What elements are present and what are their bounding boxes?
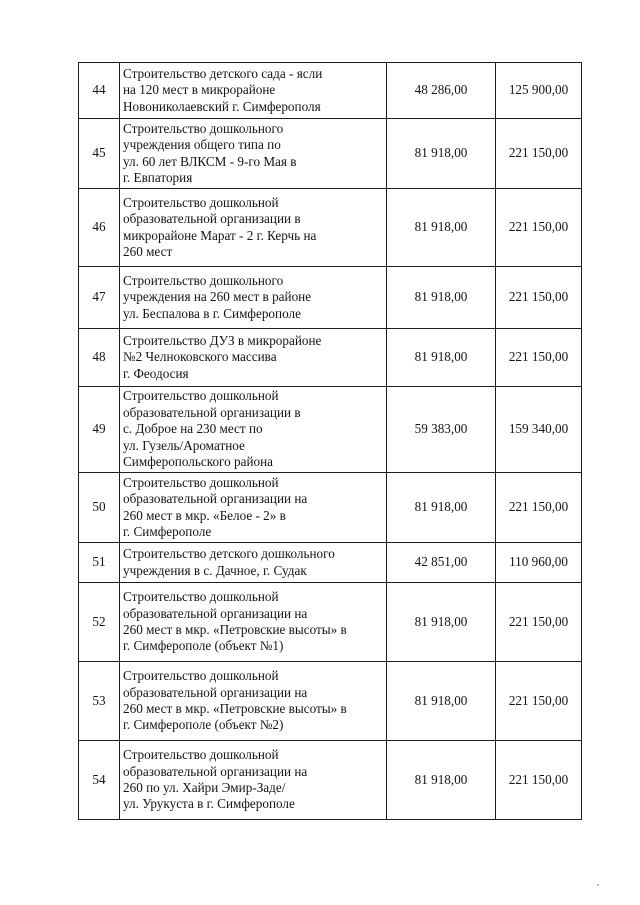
row-value-2: 221 150,00 [496, 119, 582, 189]
row-description: Строительство дошкольной образовательной организации на 260 мест в мкр. «Белое - 2» в г. Симферополе [120, 473, 387, 543]
row-number: 44 [79, 63, 120, 119]
row-value-1: 81 918,00 [387, 583, 496, 662]
row-number: 53 [79, 662, 120, 741]
row-value-2: 221 150,00 [496, 583, 582, 662]
row-value-2: 125 900,00 [496, 63, 582, 119]
table-row [79, 473, 582, 543]
row-value-1: 81 918,00 [387, 329, 496, 387]
row-number: 50 [79, 473, 120, 543]
row-description: Строительство дошкольной образовательной организации на 260 мест в мкр. «Петровские высоты» в г. Симферополе (объект №1) [120, 583, 387, 662]
row-value-2: 221 150,00 [496, 329, 582, 387]
row-number: 47 [79, 267, 120, 329]
row-value-2: 221 150,00 [496, 267, 582, 329]
table-row [79, 329, 582, 387]
table-row [79, 387, 582, 473]
row-value-2: 221 150,00 [496, 662, 582, 741]
row-description: Строительство дошкольной образовательной организации в с. Доброе на 230 мест по ул. Гузель/Ароматное Симферопольского района [120, 387, 387, 473]
row-description: Строительство детского сада - ясли на 120 мест в микрорайоне Новониколаевский г. Симферополя [120, 63, 387, 119]
row-value-1: 81 918,00 [387, 473, 496, 543]
row-description: Строительство дошкольной образовательной организации в микрорайоне Марат - 2 г. Керчь на 260 мест [120, 189, 387, 267]
table-row [79, 662, 582, 741]
construction-table [78, 62, 582, 820]
row-description: Строительство детского дошкольного учреждения в с. Дачное, г. Судак [120, 543, 387, 583]
table-row [79, 119, 582, 189]
row-value-1: 48 286,00 [387, 63, 496, 119]
table-row [79, 63, 582, 119]
row-number: 46 [79, 189, 120, 267]
row-value-1: 81 918,00 [387, 119, 496, 189]
row-value-2: 221 150,00 [496, 189, 582, 267]
row-value-2: 221 150,00 [496, 473, 582, 543]
table-row [79, 583, 582, 662]
scan-speck [597, 884, 599, 886]
table-row [79, 189, 582, 267]
table-row [79, 543, 582, 583]
row-number: 49 [79, 387, 120, 473]
row-value-1: 81 918,00 [387, 189, 496, 267]
row-number: 54 [79, 741, 120, 820]
row-value-1: 81 918,00 [387, 741, 496, 820]
row-description: Строительство дошкольного учреждения общего типа по ул. 60 лет ВЛКСМ - 9-го Мая в г. Евпатория [120, 119, 387, 189]
row-description: Строительство дошкольной образовательной организации на 260 по ул. Хайри Эмир-Заде/ ул. Урукуста в г. Симферополе [120, 741, 387, 820]
row-value-1: 81 918,00 [387, 662, 496, 741]
table-row [79, 741, 582, 820]
row-number: 45 [79, 119, 120, 189]
row-value-1: 81 918,00 [387, 267, 496, 329]
row-value-1: 59 383,00 [387, 387, 496, 473]
row-description: Строительство дошкольной образовательной организации на 260 мест в мкр. «Петровские высоты» в г. Симферополе (объект №2) [120, 662, 387, 741]
row-number: 48 [79, 329, 120, 387]
row-number: 52 [79, 583, 120, 662]
row-description: Строительство дошкольного учреждения на 260 мест в районе ул. Беспалова в г. Симферополе [120, 267, 387, 329]
table-row [79, 267, 582, 329]
table-body [79, 63, 582, 820]
row-number: 51 [79, 543, 120, 583]
row-description: Строительство ДУЗ в микрорайоне №2 Челноковского массива г. Феодосия [120, 329, 387, 387]
row-value-2: 159 340,00 [496, 387, 582, 473]
row-value-2: 110 960,00 [496, 543, 582, 583]
row-value-1: 42 851,00 [387, 543, 496, 583]
row-value-2: 221 150,00 [496, 741, 582, 820]
